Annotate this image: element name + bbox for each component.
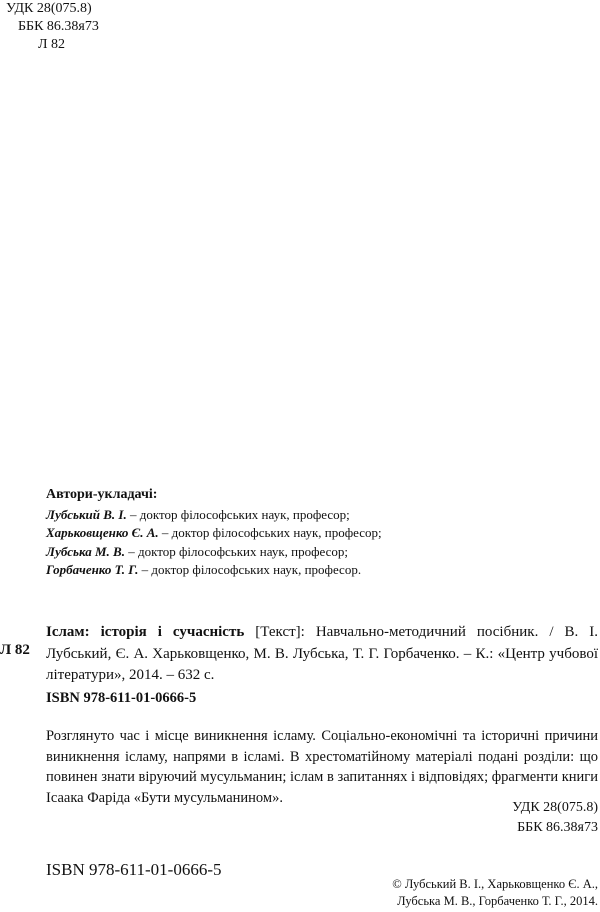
- udk-code: УДК 28(075.8): [6, 1, 92, 16]
- author-description: – доктор філософських наук, професор.: [138, 562, 362, 577]
- classification-codes: [2, 0, 99, 54]
- bbk-code: ББК 86.38я73: [517, 820, 598, 835]
- author-entry: [46, 524, 382, 543]
- author-entry: [46, 561, 382, 580]
- bibliographic-record: [46, 622, 598, 687]
- annotation: Розглянуто час і місце виникнення ісламу. Соціально-економічні та історичні причини виникнення ісламу, напрями в ісламі. В хрестоматійному матеріалі подані розділи: що повинен знати віруючий мусульманин; іслам в запитаннях і відповідях; фрагменти книги Ісаака Фаріда «Бути мусульманином».: [46, 728, 598, 806]
- author-sign: Л 82: [0, 642, 30, 658]
- author-description: – доктор філософських наук, професор;: [158, 525, 382, 540]
- author-name: Лубська М. В.: [46, 543, 125, 559]
- author-description: – доктор філософських наук, професор;: [126, 506, 350, 522]
- author-entry: [46, 506, 382, 525]
- author-description: – доктор філософських наук, професор;: [124, 543, 348, 559]
- author-name: Лубський В. І.: [46, 506, 127, 522]
- udk-code: УДК 28(075.8): [512, 800, 598, 815]
- classification-codes-bottom: [512, 798, 598, 838]
- bibliographic-details: [Текст]: Навчально-методичний посібник. / В. І. Лубський, Є. А. Харьковщенко, М. В. Лубська, Т. Г. Горбаченко. – К.: «Центр учбової літератури», 2014. – 632 с.: [46, 624, 598, 683]
- author-mark-code: Л 82: [38, 37, 65, 52]
- book-title: Іслам: історія і сучасність: [46, 624, 245, 640]
- copyright-notice: [392, 876, 598, 910]
- authors-heading: Автори-укладачі:: [46, 487, 158, 502]
- authors-block: [46, 486, 382, 580]
- copyright-line: Лубська М. В., Горбаченко Т. Г., 2014.: [397, 894, 598, 908]
- isbn-large: ISBN 978-611-01-0666-5: [46, 860, 222, 879]
- author-name: Горбаченко Т. Г.: [46, 562, 139, 577]
- bbk-code: ББК 86.38я73: [18, 19, 99, 34]
- copyright-line: © Лубський В. І., Харьковщенко Є. А.,: [392, 877, 598, 891]
- author-name: Харьковщенко Є. А.: [46, 525, 159, 540]
- author-entry: [46, 543, 382, 562]
- isbn-bold: ISBN 978-611-01-0666-5: [46, 690, 197, 706]
